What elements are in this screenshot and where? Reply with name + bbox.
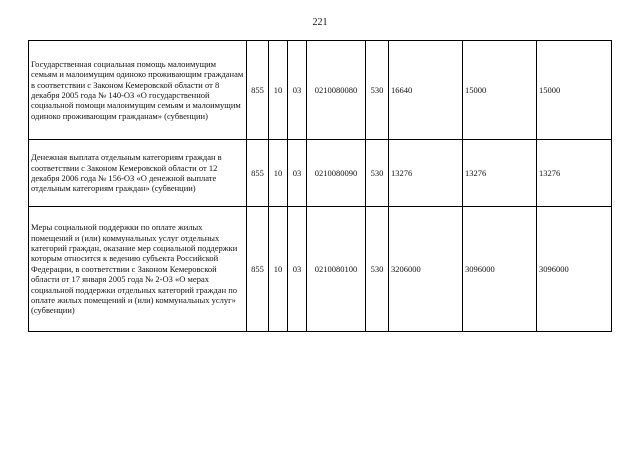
amount-year-2: 13276 — [463, 140, 537, 207]
amount-year-3: 3096000 — [537, 207, 612, 332]
section-code: 10 — [269, 140, 288, 207]
expense-description: Денежная выплата отдельным категориям граждан в соответствии с Законом Кемеровской области от 12 декабря 2006 года № 156-ОЗ «О денежной выплате отдельным категориям граждан» (субвенции) — [29, 140, 247, 207]
section-code: 10 — [269, 41, 288, 140]
target-article-code: 0210080090 — [307, 140, 366, 207]
expense-description: Меры социальной поддержки по оплате жилых помещений и (или) коммунальных услуг отдельных категорий граждан, оказание мер социальной поддержки которым относится к ведению субъекта Российской Федерации, в соответствии с Законом Кемеровской области от 17 января 2005 года № 2-ОЗ «О мерах социальной поддержки отдельных категорий граждан по оплате жилых помещений и (или) коммунальных услуг» (субвенции) — [29, 207, 247, 332]
page-number: 221 — [312, 17, 328, 28]
expense-type-code: 530 — [366, 41, 389, 140]
table-row — [29, 207, 612, 332]
expense-type-code: 530 — [366, 140, 389, 207]
table-row — [29, 41, 612, 140]
subsection-code: 03 — [288, 207, 307, 332]
budget-table — [28, 40, 612, 332]
subsection-code: 03 — [288, 140, 307, 207]
expense-type-code: 530 — [366, 207, 389, 332]
section-code: 10 — [269, 207, 288, 332]
target-article-code: 0210080100 — [307, 207, 366, 332]
ministry-code: 855 — [247, 140, 269, 207]
subsection-code: 03 — [288, 41, 307, 140]
ministry-code: 855 — [247, 207, 269, 332]
target-article-code: 0210080080 — [307, 41, 366, 140]
ministry-code: 855 — [247, 41, 269, 140]
amount-year-2: 3096000 — [463, 207, 537, 332]
amount-year-1: 3206000 — [389, 207, 463, 332]
amount-year-1: 16640 — [389, 41, 463, 140]
amount-year-3: 13276 — [537, 140, 612, 207]
amount-year-2: 15000 — [463, 41, 537, 140]
amount-year-1: 13276 — [389, 140, 463, 207]
table-row — [29, 140, 612, 207]
expense-description: Государственная социальная помощь малоимущим семьям и малоимущим одиноко проживающим гражданам в соответствии с Законом Кемеровской области от 8 декабря 2005 года № 140-ОЗ «О государственной социальной помощи малоимущим семьям и малоимущим одиноко проживающим гражданам» (субвенции) — [29, 41, 247, 140]
amount-year-3: 15000 — [537, 41, 612, 140]
